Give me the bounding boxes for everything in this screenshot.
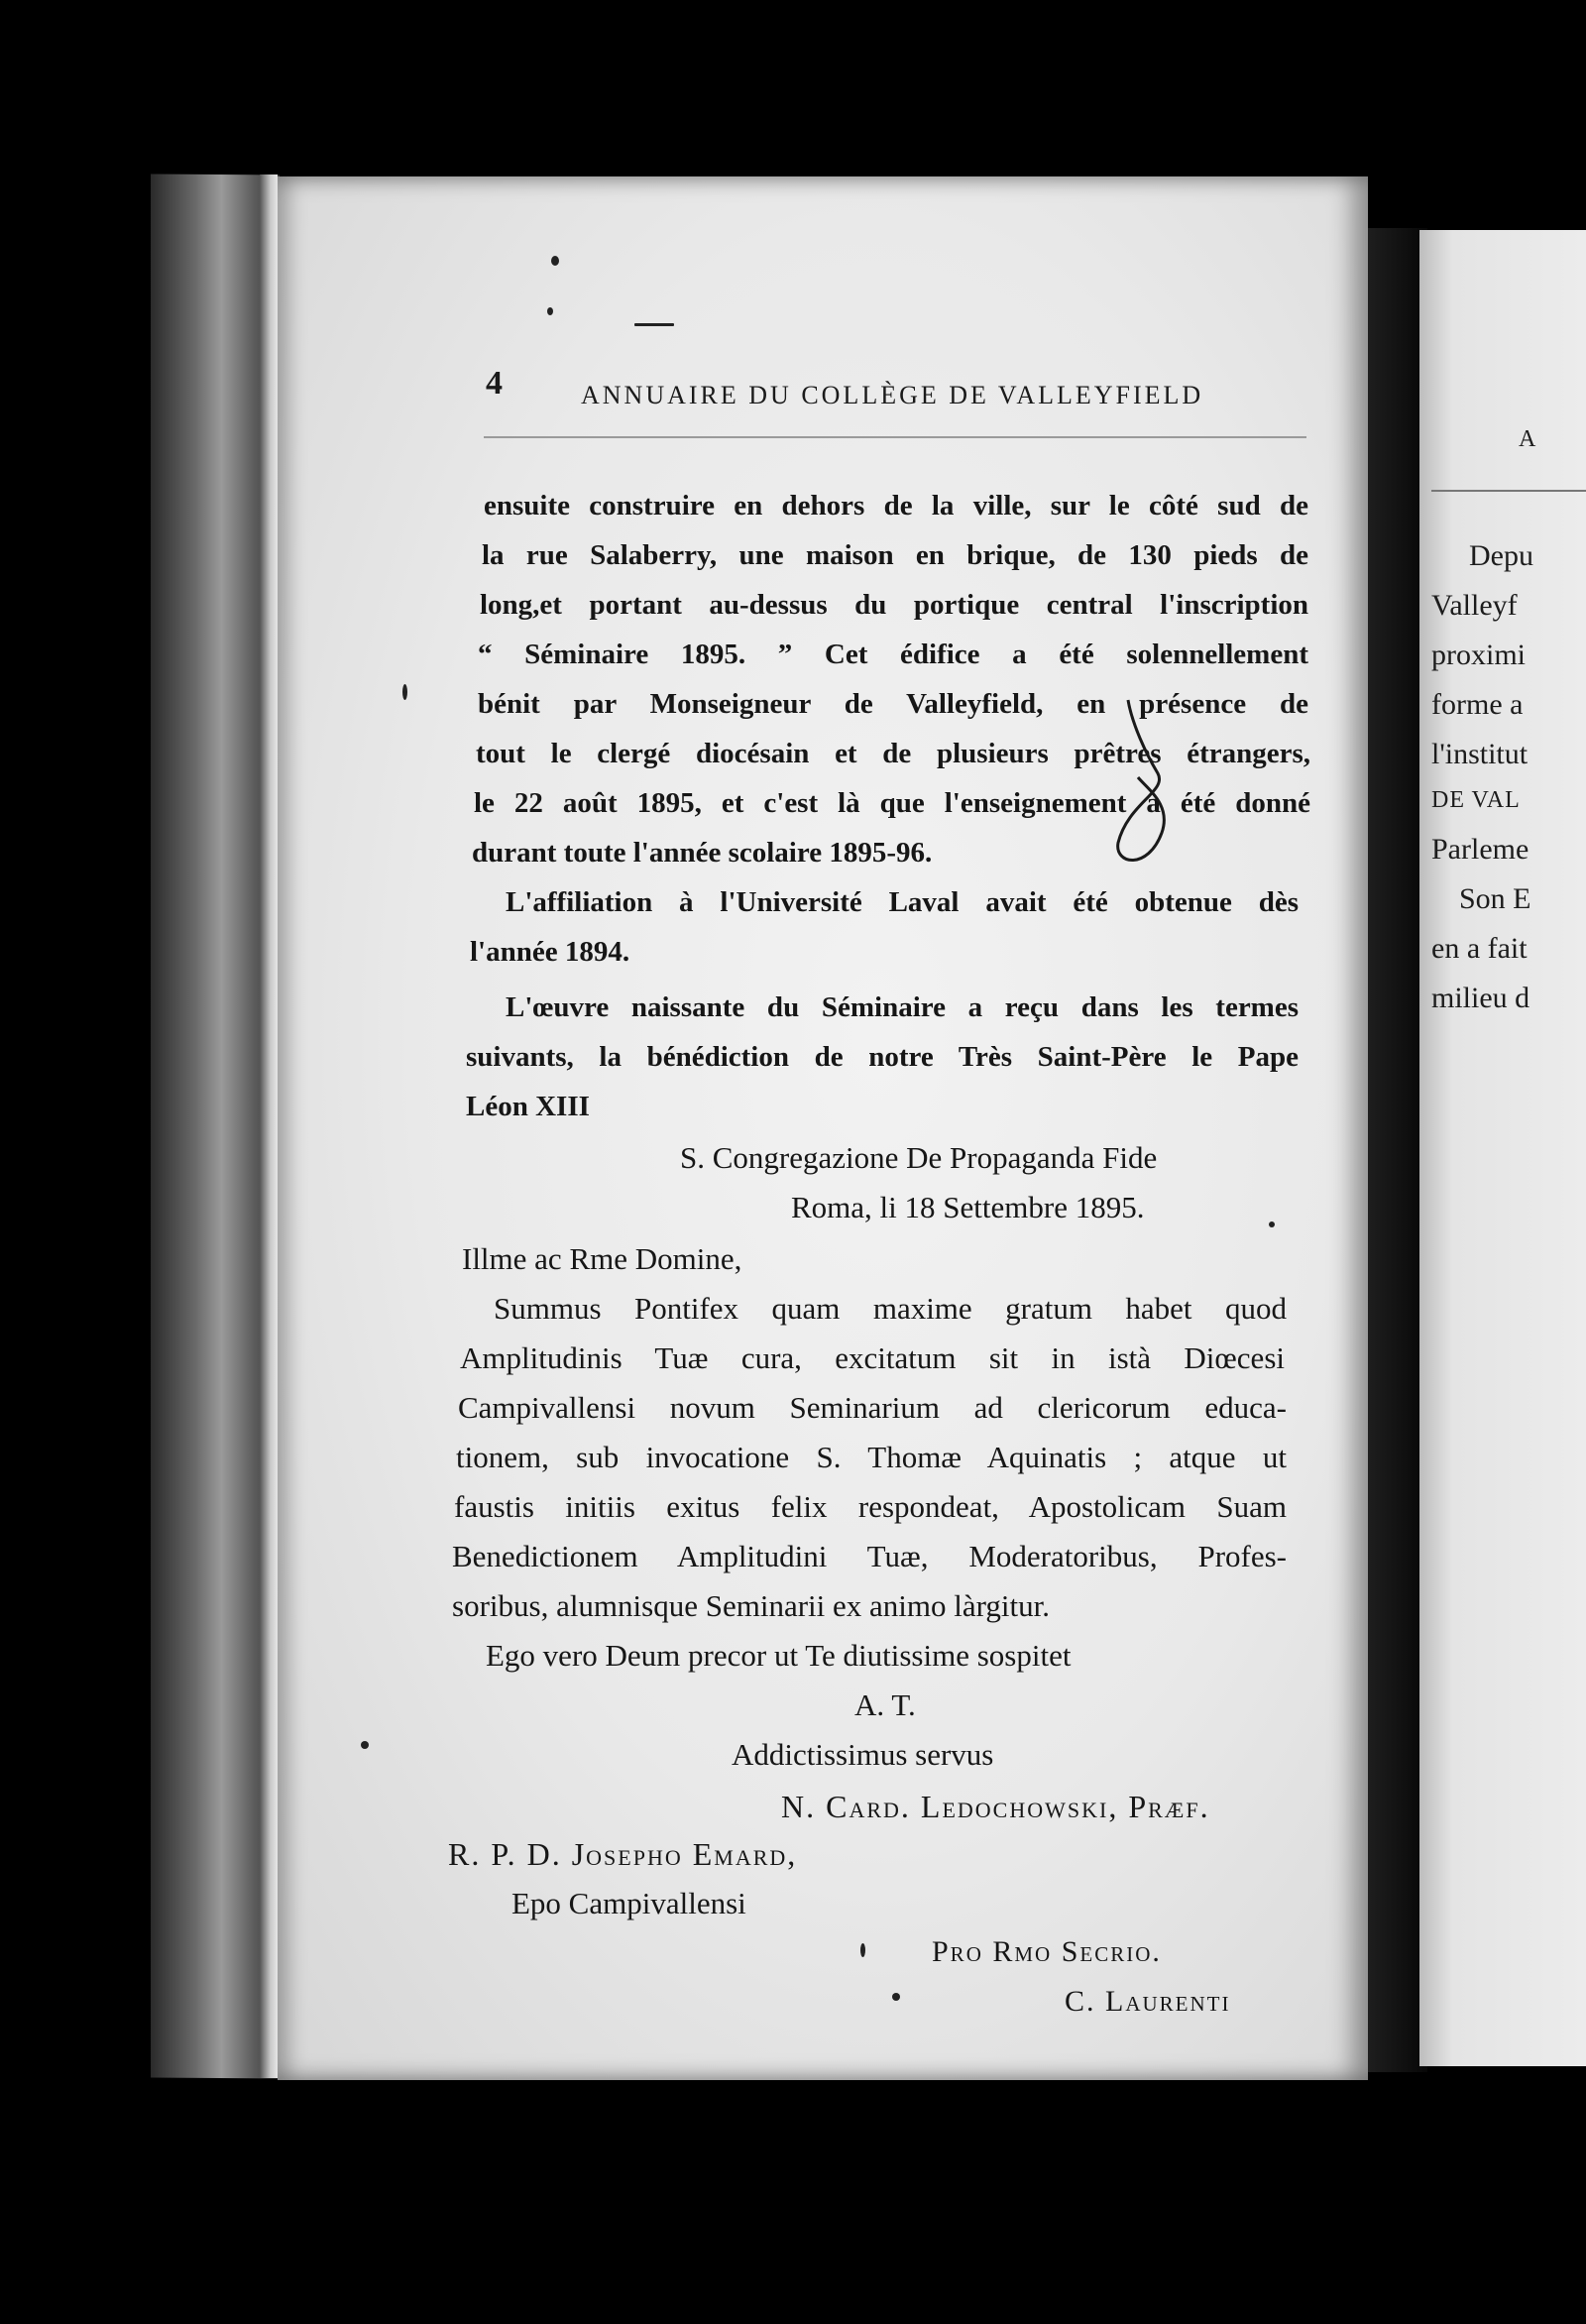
- body-line: “ Séminaire 1895. ” Cet édifice a été solennellement: [478, 639, 1308, 670]
- letter-origin: S. Congregazione De Propaganda Fide: [680, 1140, 1158, 1175]
- scan-speck: [547, 307, 553, 315]
- letter-signatory: N. Card. Ledochowski, Præf.: [781, 1789, 1210, 1824]
- letter-initials: A. T.: [854, 1687, 916, 1722]
- body-line: le 22 août 1895, et c'est là que l'enseignement a été donné: [474, 787, 1310, 819]
- facing-line: DE VAL: [1431, 787, 1521, 813]
- body-line: ensuite construire en dehors de la ville, sur le côté sud de: [484, 490, 1308, 522]
- letter-body-line: tionem, sub invocatione S. Thomæ Aquinatis ; atque ut: [456, 1440, 1287, 1474]
- scan-speck: [860, 1943, 865, 1957]
- page-stack-edge: [260, 174, 278, 2078]
- facing-line: forme a: [1431, 688, 1524, 721]
- running-title: ANNUAIRE DU COLLÈGE DE VALLEYFIELD: [581, 381, 1204, 409]
- body-line: la rue Salaberry, une maison en brique, de 130 pieds de: [482, 539, 1308, 571]
- letter-body-line: Summus Pontifex quam maxime gratum habet quod: [494, 1291, 1287, 1326]
- body-line: L'affiliation à l'Université Laval avait été obtenue dès: [506, 886, 1299, 918]
- facing-header-rule: [1431, 490, 1586, 492]
- scan-speck: [892, 1993, 900, 2001]
- letter-body-line: Benedictionem Amplitudini Tuæ, Moderatoribus, Profes-: [452, 1539, 1287, 1573]
- letter-servus: Addictissimus servus: [732, 1737, 994, 1772]
- facing-line: Son E: [1459, 882, 1531, 915]
- body-line: durant toute l'année scolaire 1895-96.: [472, 837, 933, 869]
- pen-mark-icon: [1088, 694, 1197, 872]
- facing-line: milieu d: [1431, 982, 1530, 1014]
- page-number: 4: [486, 365, 503, 402]
- letter-salutation: Illme ac Rme Domine,: [462, 1241, 742, 1276]
- facing-header-fragment: A: [1519, 426, 1536, 452]
- header-rule: [484, 436, 1306, 438]
- body-line: tout le clergé diocésain et de plusieurs prêtres étrangers,: [476, 738, 1310, 769]
- body-line: L'œuvre naissante du Séminaire a reçu dans les termes: [506, 991, 1299, 1023]
- facing-line: Depu: [1469, 539, 1533, 572]
- facing-line: en a fait: [1431, 932, 1528, 965]
- letter-closing: Ego vero Deum precor ut Te diutissime sospitet: [486, 1638, 1072, 1673]
- letter-secretary-name: C. Laurenti: [1065, 1985, 1231, 2018]
- scan-speck: [634, 323, 674, 326]
- letter-body-line: Amplitudinis Tuæ cura, excitatum sit in istà Diœcesi: [460, 1340, 1285, 1375]
- facing-line: proximi: [1431, 639, 1526, 671]
- letter-body-line: soribus, alumnisque Seminarii ex animo làrgitur.: [452, 1588, 1050, 1623]
- letter-secretary-line: Pro Rmo Secrio.: [932, 1935, 1162, 1968]
- letter-body-line: faustis initiis exitus felix respondeat, Apostolicam Suam: [454, 1489, 1287, 1524]
- letter-place-date: Roma, li 18 Settembre 1895.: [791, 1190, 1145, 1224]
- body-line: Léon XIII: [466, 1091, 590, 1122]
- letter-addressee-title: Epo Campivallensi: [511, 1886, 746, 1920]
- facing-page: [1419, 230, 1586, 2066]
- scan-speck: [402, 684, 407, 700]
- gutter-shadow: [1368, 228, 1427, 2072]
- body-line: l'année 1894.: [470, 936, 630, 968]
- scan-speck: [551, 256, 559, 266]
- facing-line: Parleme: [1431, 833, 1529, 866]
- scan-speck: [361, 1741, 369, 1749]
- scan-speck: [1269, 1221, 1275, 1227]
- letter-body-line: Campivallensi novum Seminarium ad clericorum educa-: [458, 1390, 1287, 1425]
- body-line: suivants, la bénédiction de notre Très Saint-Père le Pape: [466, 1041, 1299, 1073]
- facing-line: l'institut: [1431, 738, 1529, 770]
- facing-line: Valleyf: [1431, 589, 1518, 622]
- body-line: long,et portant au-dessus du portique central l'inscription: [480, 589, 1308, 621]
- letter-addressee-name: R. P. D. Josepho Emard,: [448, 1836, 798, 1872]
- body-line: bénit par Monseigneur de Valleyfield, en présence de: [478, 688, 1308, 720]
